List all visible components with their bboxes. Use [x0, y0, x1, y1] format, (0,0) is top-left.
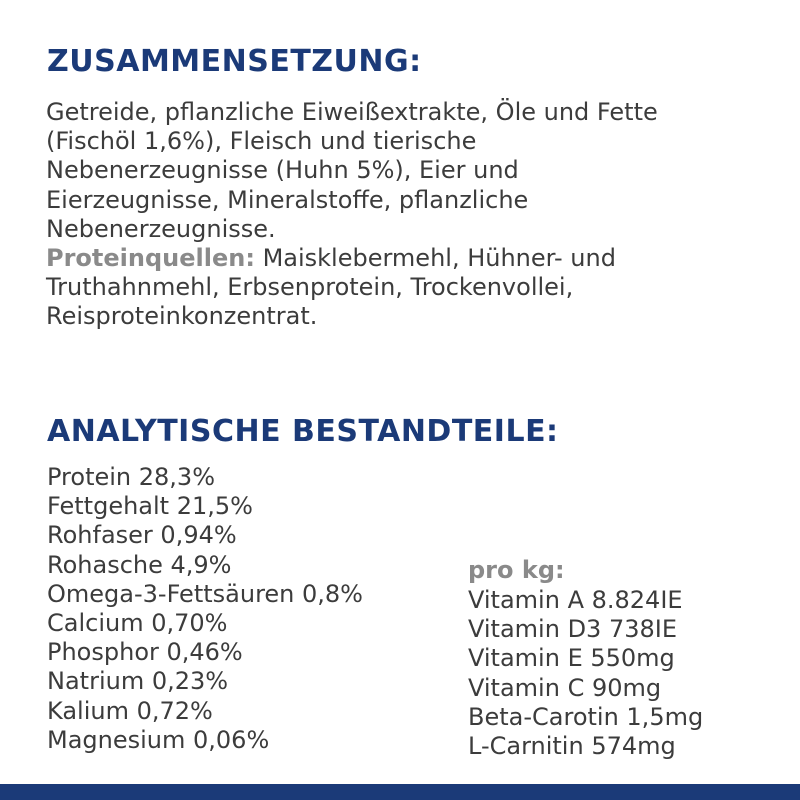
composition-line: Nebenerzeugnisse. [46, 214, 276, 243]
composition-line: Getreide, pflanzliche Eiweißextrakte, Öle und Fette [46, 98, 658, 126]
protein-sources-line [46, 244, 776, 273]
analytics-item: Protein 28,3% [47, 463, 215, 491]
footer-bar [0, 784, 800, 800]
vitamin-item: L-Carnitin 574mg [468, 732, 676, 761]
vitamin-item: Vitamin C 90mg [468, 673, 662, 702]
per-kg-label: pro kg: [468, 556, 565, 584]
analytics-item: Phosphor 0,46% [47, 638, 243, 667]
vitamin-item: Vitamin D3 738IE [468, 615, 677, 644]
protein-sources-label: Proteinquellen: [46, 244, 255, 273]
analytics-heading: ANALYTISCHE BESTANDTEILE: [47, 414, 559, 449]
analytics-item: Magnesium 0,06% [47, 725, 270, 754]
analytics-item: Calcium 0,70% [47, 609, 228, 638]
analytics-item: Kalium 0,72% [47, 696, 213, 725]
analytics-item: Omega-3-Fettsäuren 0,8% [47, 579, 363, 608]
protein-sources-line: Reisproteinkonzentrat. [46, 302, 318, 331]
protein-sources-text: Maisklebermehl, Hühner- und [254, 244, 616, 273]
composition-line: Nebenerzeugnisse (Huhn 5%), Eier und [46, 156, 519, 185]
vitamin-item: Beta-Carotin 1,5mg [468, 702, 704, 731]
analytics-item: Rohfaser 0,94% [47, 521, 237, 550]
composition-line: Eierzeugnisse, Mineralstoffe, pflanzliche [46, 185, 529, 214]
vitamin-item: Vitamin A 8.824IE [468, 586, 683, 614]
analytics-item: Rohasche 4,9% [47, 550, 232, 579]
protein-sources-line: Truthahnmehl, Erbsenprotein, Trockenvollei, [46, 273, 574, 302]
vitamin-item: Vitamin E 550mg [468, 644, 675, 673]
vitamins-list [468, 586, 703, 761]
composition-paragraph [46, 98, 776, 332]
analytics-list [47, 463, 363, 755]
composition-line: (Fischöl 1,6%), Fleisch und tierische [46, 127, 477, 156]
analytics-item: Fettgehalt 21,5% [47, 492, 253, 521]
composition-heading: ZUSAMMENSETZUNG: [47, 44, 422, 79]
analytics-item: Natrium 0,23% [47, 667, 229, 696]
